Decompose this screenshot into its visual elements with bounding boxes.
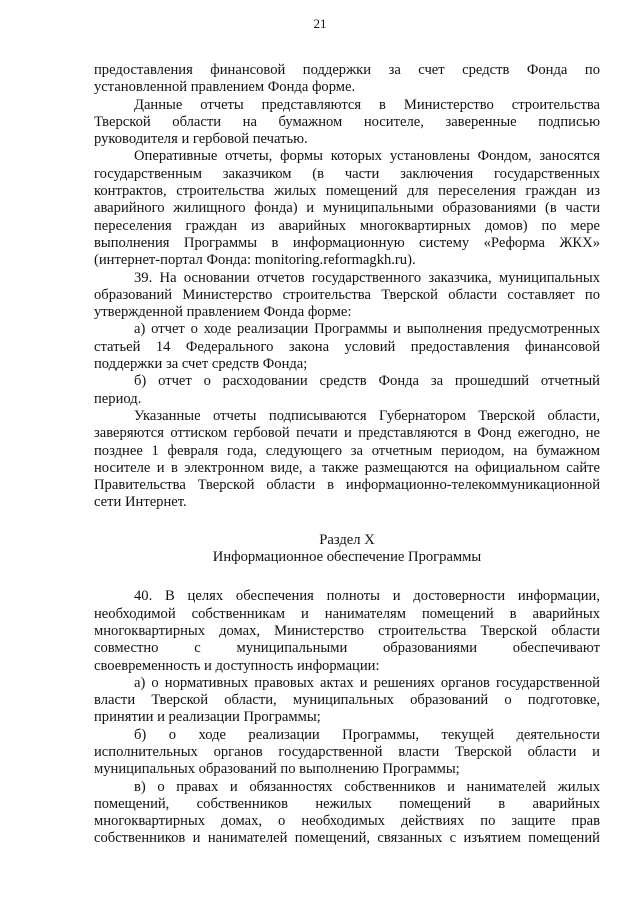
text-line: помещений, собственников нежилых помещений в аварийных (94, 795, 600, 812)
section-title: Информационное обеспечение Программы (212, 549, 482, 566)
text-line: период. (94, 390, 142, 407)
paragraph (94, 373, 600, 408)
spacer (94, 566, 600, 588)
text-line: носителе и в электронном виде, а также размещаются на официальном сайте (94, 459, 600, 476)
text-line: Указанные отчеты подписываются Губернатором Тверской области, (134, 407, 600, 424)
paragraphs-before-section (94, 62, 600, 512)
paragraph (94, 270, 600, 322)
text-line: сети Интернет. (94, 494, 187, 511)
text-line: Тверской области на бумажном носителе, заверенные подписью (94, 113, 600, 130)
text-line: а) отчет о ходе реализации Программы и выполнения предусмотренных (134, 321, 600, 338)
text-line: Правительства Тверской области в информационно-телекоммуникационной (94, 477, 600, 494)
text-line: б) отчет о расходовании средств Фонда за прошедший отчетный (134, 373, 600, 390)
paragraph (94, 148, 600, 269)
text-line: б) о ходе реализации Программы, текущей деятельности (134, 726, 600, 743)
text-line: Оперативные отчеты, формы которых установлены Фондом, заносятся (134, 148, 600, 165)
text-line: совместно с муниципальными образованиями обеспечивают (94, 640, 600, 657)
text-line: контрактов, строительства жилых помещений для переселения граждан из (94, 183, 600, 200)
text-line: установленной правлением Фонда форме. (94, 79, 356, 96)
text-line: заверяются оттиском гербовой печати и представляются в Фонд ежегодно, не (94, 425, 600, 442)
text-line: власти Тверской области, муниципальных образований о подготовке, (94, 692, 600, 709)
text-line: собственников и нанимателей помещений, связанных с изъятием помещений (94, 830, 600, 847)
text-line: исполнительных органов государственной власти Тверской области и (94, 743, 600, 760)
paragraph (94, 675, 600, 727)
text-line: государственным заказчиком (в части заключения государственных (94, 165, 600, 182)
text-line: (интернет-портал Фонда: monitoring.reformagkh.ru). (94, 252, 416, 269)
text-line: переселения граждан из аварийных многоквартирных домов) по мере (94, 217, 600, 234)
text-line: а) о нормативных правовых актах и решениях органов государственной (134, 674, 600, 691)
paragraph (94, 97, 600, 149)
text-line: предоставления финансовой поддержки за счет средств Фонда по (94, 62, 600, 78)
text-line: муниципальных образований по выполнению Программы; (94, 761, 460, 778)
text-line: руководителя и гербовой печатью. (94, 131, 308, 148)
section-number: Раздел X (319, 531, 375, 548)
paragraph (94, 62, 600, 97)
spacer (94, 512, 600, 532)
text-line: поддержки за счет средств Фонда; (94, 356, 308, 373)
text-line: Данные отчеты представляются в Министерство строительства (134, 96, 600, 113)
text-line: многоквартирных домах, о необходимых действиях по защите прав (94, 813, 600, 830)
document-body (94, 62, 600, 848)
text-line: выполнения Программы в информационную систему «Реформа ЖКХ» (94, 234, 600, 251)
text-line: позднее 1 февраля года, следующего за отчетным периодом, на бумажном (94, 442, 600, 459)
text-line: статьей 14 Федерального закона условий предоставления финансовой (94, 338, 600, 355)
paragraph (94, 727, 600, 779)
paragraph (94, 321, 600, 373)
text-line: 39. На основании отчетов государственного заказчика, муниципальных (134, 269, 600, 286)
page-number: 21 (313, 16, 327, 31)
text-line: своевременность и доступность информации: (94, 657, 380, 674)
text-line: необходимой собственникам и нанимателям помещений в аварийных (94, 605, 600, 622)
text-line: принятии и реализации Программы; (94, 709, 321, 726)
paragraph (94, 779, 600, 848)
text-line: многоквартирных домах, Министерство строительства Тверской области (94, 622, 600, 639)
paragraph (94, 588, 600, 674)
paragraph (94, 408, 600, 512)
text-line: образований Министерство строительства Тверской области составляет по (94, 286, 600, 303)
text-line: 40. В целях обеспечения полноты и достоверности информации, (134, 588, 600, 605)
text-line: в) о правах и обязанностях собственников и нанимателей жилых (134, 778, 600, 795)
text-line: аварийного жилищного фонда) и муниципальными образованиями (в части (94, 200, 600, 217)
text-line: утвержденной правлением Фонда форме: (94, 304, 352, 321)
paragraphs-after-section (94, 588, 600, 847)
